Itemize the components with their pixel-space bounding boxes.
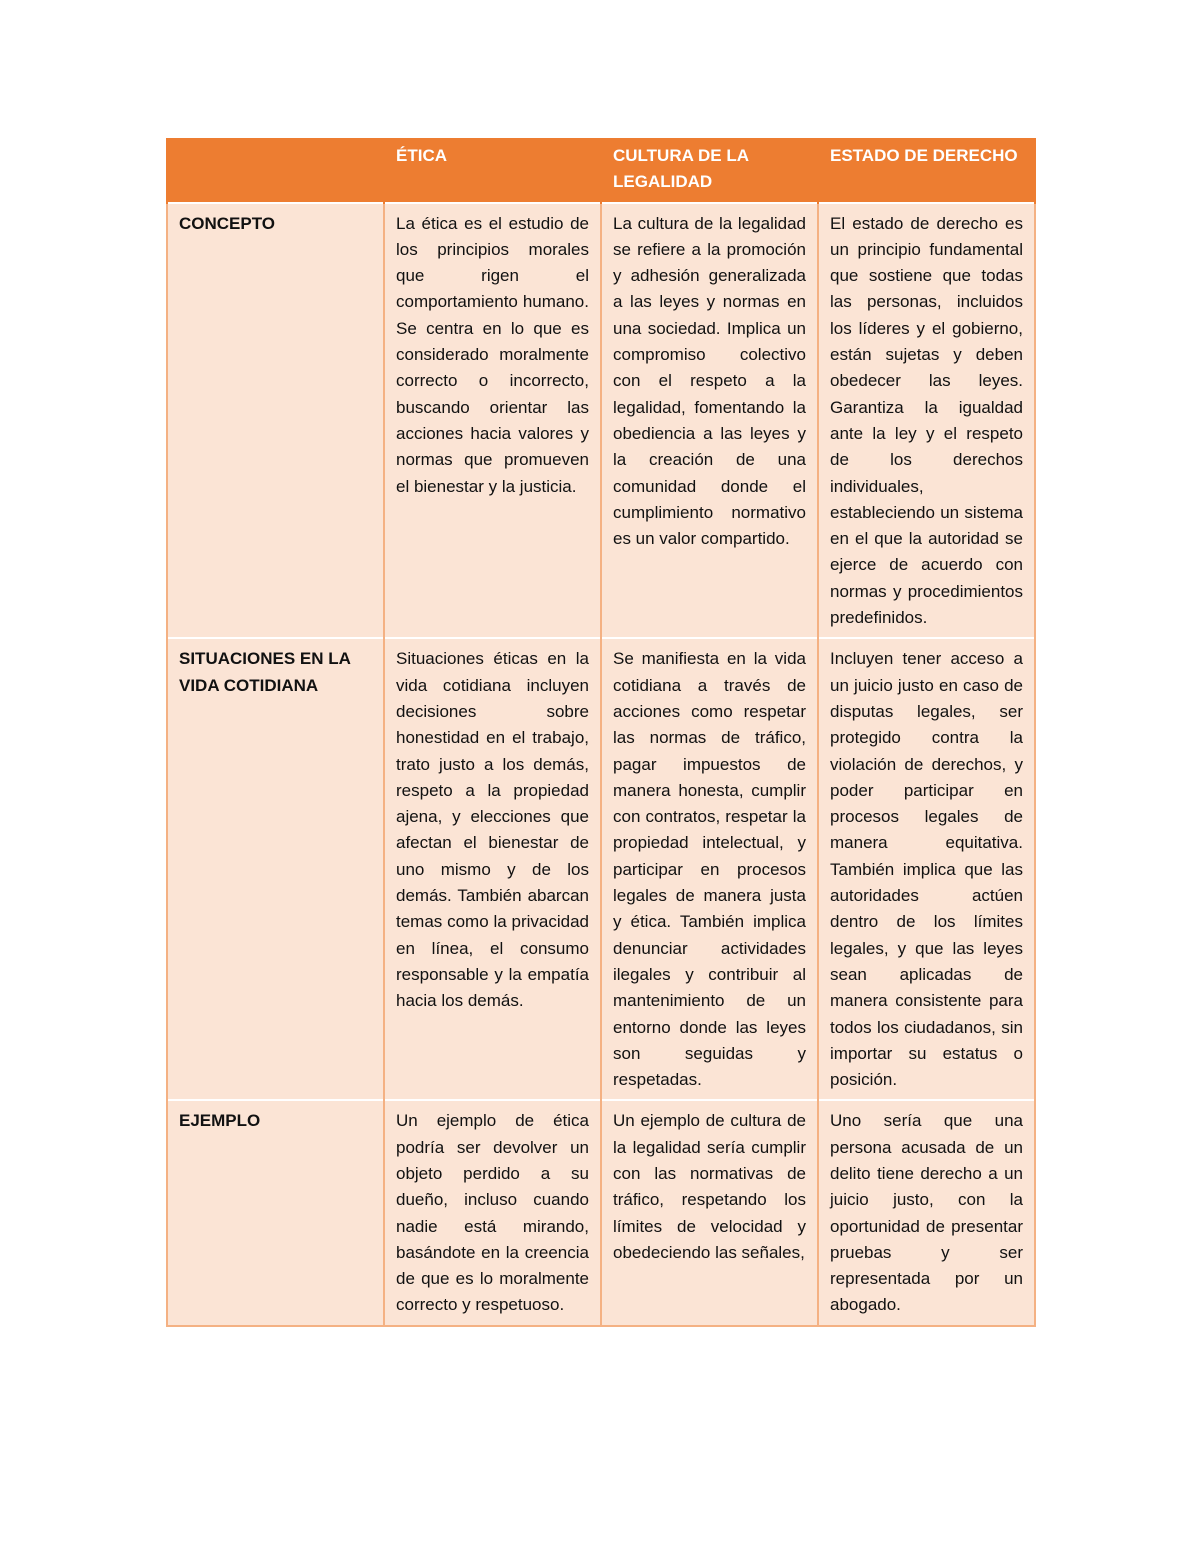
header-estado-derecho: ESTADO DE DERECHO	[818, 138, 1035, 203]
header-cultura-legalidad: CULTURA DE LA LEGALIDAD	[601, 138, 818, 203]
row-label-ejemplo: EJEMPLO	[167, 1100, 384, 1325]
cell-concepto-etica: La ética es el estudio de los principios morales que rigen el comportamiento humano. Se centra en lo que es considerado moralmente correcto o incorrecto, buscando orientar las acciones hacia valores y normas que promueven el bienestar y la justicia.	[384, 203, 601, 639]
cell-situaciones-etica: Situaciones éticas en la vida cotidiana incluyen decisiones sobre honestidad en el trabajo, trato justo a los demás, respeto a la propiedad ajena, y elecciones que afectan el bienestar de uno mismo y de los demás. También abarcan temas como la privacidad en línea, el consumo responsable y la empatía hacia los demás.	[384, 638, 601, 1100]
header-etica: ÉTICA	[384, 138, 601, 203]
row-label-concepto: CONCEPTO	[167, 203, 384, 639]
row-label-situaciones: SITUACIONES EN LA VIDA COTIDIANA	[167, 638, 384, 1100]
header-row	[167, 138, 1035, 203]
cell-concepto-cultura: La cultura de la legalidad se refiere a la promoción y adhesión generalizada a las leyes y normas en una sociedad. Implica un compromiso colectivo con el respeto a la legalidad, fomentando la obediencia a las leyes y la creación de una comunidad donde el cumplimiento normativo es un valor compartido.	[601, 203, 818, 639]
comparison-table	[166, 138, 1036, 1327]
table-row-situaciones	[167, 638, 1035, 1100]
cell-ejemplo-estado: Uno sería que una persona acusada de un delito tiene derecho a un juicio justo, con la oportunidad de presentar pruebas y ser representada por un abogado.	[818, 1100, 1035, 1325]
cell-ejemplo-cultura: Un ejemplo de cultura de la legalidad sería cumplir con las normativas de tráfico, respetando los límites de velocidad y obedeciendo las señales,	[601, 1100, 818, 1325]
table-row-ejemplo	[167, 1100, 1035, 1325]
table-row-concepto	[167, 203, 1035, 639]
cell-concepto-estado: El estado de derecho es un principio fundamental que sostiene que todas las personas, incluidos los líderes y el gobierno, están sujetas y deben obedecer las leyes. Garantiza la igualdad ante la ley y el respeto de los derechos individuales, estableciendo un sistema en el que la autoridad se ejerce de acuerdo con normas y procedimientos predefinidos.	[818, 203, 1035, 639]
cell-situaciones-estado: Incluyen tener acceso a un juicio justo en caso de disputas legales, ser protegido contra la violación de derechos, y poder participar en procesos legales de manera equitativa. También implica que las autoridades actúen dentro de los límites legales, y que las leyes sean aplicadas de manera consistente para todos los ciudadanos, sin importar su estatus o posición.	[818, 638, 1035, 1100]
cell-situaciones-cultura: Se manifiesta en la vida cotidiana a través de acciones como respetar las normas de tráfico, pagar impuestos de manera honesta, cumplir con contratos, respetar la propiedad intelectual, y participar en procesos legales de manera justa y ética. También implica denunciar actividades ilegales y contribuir al mantenimiento de un entorno donde las leyes son seguidas y respetadas.	[601, 638, 818, 1100]
header-empty-cell	[167, 138, 384, 203]
cell-ejemplo-etica: Un ejemplo de ética podría ser devolver un objeto perdido a su dueño, incluso cuando nadie está mirando, basándote en la creencia de que es lo moralmente correcto y respetuoso.	[384, 1100, 601, 1325]
